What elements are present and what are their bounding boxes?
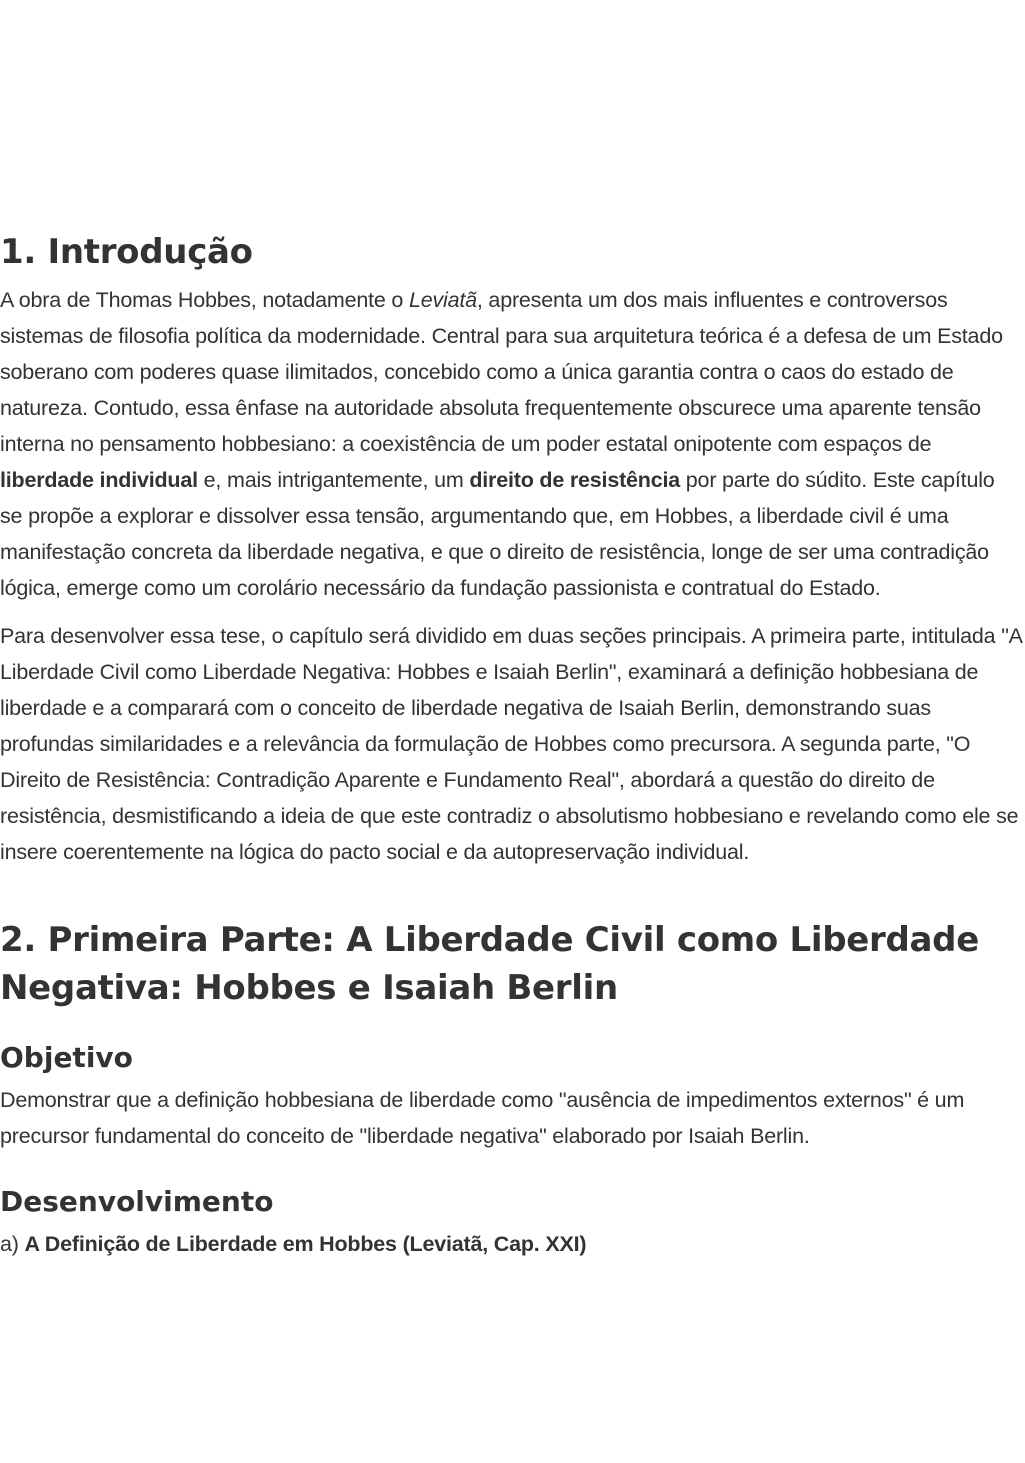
text-run: , apresenta um dos mais influentes e controversos sistemas de filosofia política da modernidade. Central para sua arquitetura teórica é a defesa de um Estado soberano com poderes quase ilimitados, concebido como a única garantia contra o caos do estado de natureza. Contudo, essa ênfase na autoridade absoluta frequentemente obscurece uma aparente tensão interna no pensamento hobbesiano: a coexistência de um poder estatal onipotente com espaços de <box>0 288 1003 456</box>
section-heading-part-one: 2. Primeira Parte: A Liberdade Civil como Liberdade Negativa: Hobbes e Isaiah Berlin <box>0 920 979 1008</box>
italic-title-leviata: Leviatã <box>408 288 477 312</box>
bold-term-direito-de-resistencia: direito de resistência <box>469 468 681 492</box>
item-a-title: A Definição de Liberdade em Hobbes (Leviatã, Cap. XXI) <box>24 1232 587 1256</box>
item-a-prefix: a) <box>0 1232 25 1256</box>
section-heading-introduction: 1. Introdução <box>0 232 253 272</box>
text-run: A obra de Thomas Hobbes, notadamente o <box>0 288 409 312</box>
objective-paragraph: Demonstrar que a definição hobbesiana de liberdade como "ausência de impedimentos externos" é um precursor fundamental do conceito de "liberdade negativa" elaborado por Isaiah Berlin. <box>0 1088 965 1148</box>
subheading-objective: Objetivo <box>0 1041 133 1074</box>
text-run: por parte do súdito. Este capítulo se propõe a explorar e dissolver essa tensão, argumentando que, em Hobbes, a liberdade civil é uma manifestação concreta da liberdade negativa, e que o direito de resistência, longe de ser uma contradição lógica, emerge como um corolário necessário da fundação passionista e contratual do Estado. <box>0 468 995 600</box>
introduction-paragraph-1 <box>0 282 1022 606</box>
development-item-a <box>0 1226 1022 1262</box>
bold-term-liberdade-individual: liberdade individual <box>0 468 198 492</box>
introduction-paragraph-2: Para desenvolver essa tese, o capítulo será dividido em duas seções principais. A primeira parte, intitulada "A Liberdade Civil como Liberdade Negativa: Hobbes e Isaiah Berlin", examinará a definição hobbesiana de liberdade e a comparará com o conceito de liberdade negativa de Isaiah Berlin, demonstrando suas profundas similaridades e a relevância da formulação de Hobbes como precursora. A segunda parte, "O Direito de Resistência: Contradição Aparente e Fundamento Real", abordará a questão do direito de resistência, desmistificando a ideia de que este contradiz o absolutismo hobbesiano e revelando como ele se insere coerentemente na lógica do pacto social e da autopreservação individual. <box>0 624 1022 864</box>
text-run: e, mais intrigantemente, um <box>197 468 470 492</box>
document-content <box>0 228 1022 1262</box>
subheading-development: Desenvolvimento <box>0 1185 274 1218</box>
